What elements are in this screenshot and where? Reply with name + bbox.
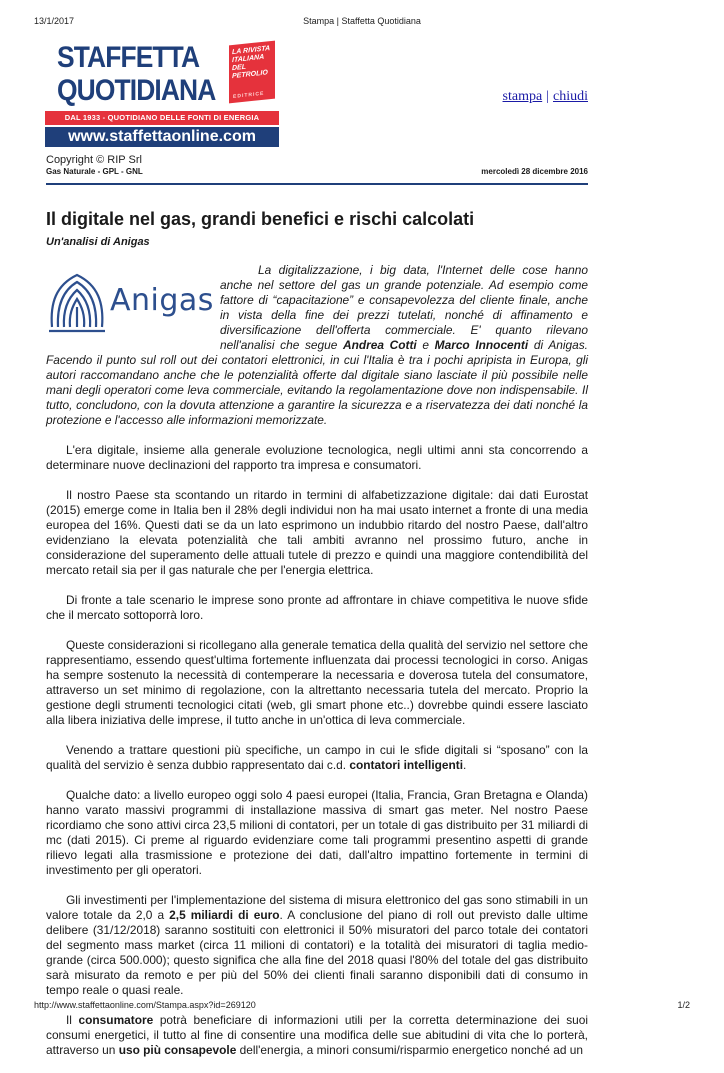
paragraph: Il consumatore potrà beneficiare di informazioni utili per la corretta determinazione dei suoi consumi energetici, il tutto al fine di consentire una modifica delle sue abitudini di vita che lo porterà, attraverso un uso più consapevole dell'energia, a minori consumi/risparmio energetico nonché ad un [46,1013,589,1057]
article-body [46,263,588,1073]
page-number: 1/2 [677,1000,690,1010]
paragraph: Gli investimenti per l'implementazione del sistema di misura elettronico del gas sono stimabili in un valore totale da 2,0 a 2,5 miliardi di euro. A conclusione del piano di roll out previsto dalle ultime delibere (31/12/2018) saranno sostituiti con elettronici il 50% misuratori del parco totale dei contatori del segmento mass market (circa 11 milioni di contatori) e la totalità dei misuratori di taglia medio-grande (circa 500.000); questo significa che alla fine del 2018 quasi l'80% del totale del gas distribuito sarà misurato da remoto e per più del 50% dei clienti finali saranno disponibili dati di consumo in tempo reale o quasi reale. [46,893,588,997]
paragraph: Queste considerazioni si ricollegano alla generale tematica della qualità del servizio nel settore che rappresentiamo, essendo quest'ultima fortemente influenzata dai processi tecnologici in corso. Anigas ha sempre sostenuto la necessità di contemperare la necessaria e doverosa tutela del consumatore, attraverso un set minimo di regolazione, con la altrettanto necessaria tutela del mercato. Proprio la gestione degli strumenti tecnologici citati (web, gli smart phone etc..) dovrebbe quindi essere lasciato alla libera iniziativa delle imprese, il tutto anche in un'ottica di leva commerciale. [46,638,588,727]
article-subtitle: Un'analisi di Anigas [46,236,150,248]
paragraph: Di fronte a tale scenario le imprese sono pronte ad affrontare in chiave competitiva le nuove sfide che il mercato sottoporrà loro. [46,593,588,622]
close-link[interactable]: chiudi [553,89,588,104]
paragraph: Qualche dato: a livello europeo oggi solo 4 paesi europei (Italia, Francia, Gran Bretagna e Olanda) hanno varato massivi programmi di installazione massiva di smart gas meter. Nel nostro Paese ricordiamo che sono attivi circa 23,5 milioni di contatori, per un totale di gas distribuito per 31 miliardi di mc (dati 2015). Ci preme al riguardo evidenziare come tali programmi presentino aspetti di grande rilievo legati alla trasmissione e protezione dei dati, dall'altro impattino fortemente in termini di investimento per gli operatori. [46,788,588,877]
print-links [503,89,588,105]
print-page-title: Stampa | Staffetta Quotidiana [303,16,421,26]
anigas-emblem-icon [46,269,108,339]
article-title: Il digitale nel gas, grandi benefici e rischi calcolati [46,209,475,229]
anigas-logo [46,269,214,343]
print-header [34,16,690,28]
article-date: mercoledì 28 dicembre 2016 [481,167,588,176]
page-url: http://www.staffettaonline.com/Stampa.aspx?id=269120 [34,1000,256,1010]
staffetta-logo [45,41,279,147]
logo-wordmark: STAFFETTA QUOTIDIANA [57,41,216,107]
category: Gas Naturale - GPL - GNL [46,167,143,176]
paragraph: Il nostro Paese sta scontando un ritardo in termini di alfabetizzazione digitale: dai dati Eurostat (2015) emerge come in Italia ben il 28% degli individui non ha mai usato internet a fronte di una media europea del 16%. Questi dati se da un lato esprimono un indubbio ritardo del nostro Paese, dall'altro evidenziano la elevata potenzialità che tali ambiti avranno nel prossimo futuro, anche in considerazione del superamento delle attuali tutele di prezzo e quindi una maggiore contendibilità del mercato retail sia per il gas naturale che per l'energia elettrica. [46,488,588,577]
logo-tagline: DAL 1933 - QUOTIDIANO DELLE FONTI DI ENERGIA [45,111,279,125]
article-lead: La digitalizzazione, i big data, l'Internet delle cose hanno anche nel settore del gas un grande potenziale. Ad esempio come fattore di “capacitazione” e consapevolezza del cliente finale, anche in vista della fine dei prezzi tutelati, nonché di affinamento e diversificazione dell'offerta commerciale. E' quanto rilevano nell'analisi che segue Andrea Cotti e Marco Innocenti di Anigas. Facendo il punto sul roll out dei contatori elettronici, in cui l'Italia è tra i pochi apripista in Europa, gli autori raccomandano anche che le potenzialità offerte dal digitale siano lasciate il più possibile nelle mani degli operatori come leva commerciale, evitando la regolamentazione dove non indispensabile. Il tutto, concludono, con la dovuta attenzione a garantire la sicurezza e a riservatezza dei dati nonché la protezione e l'accesso alle informazioni memorizzate. [46,263,588,427]
print-footer [34,1000,690,1012]
print-link[interactable]: stampa [502,89,543,104]
article-meta [46,154,588,179]
paragraph: L'era digitale, insieme alla generale evoluzione tecnologica, negli ultimi anni sta concorrendo a determinare nuove declinazioni del rapporto tra impresa e consumatori. [46,443,588,472]
link-separator: | [546,89,549,104]
print-date: 13/1/2017 [34,16,75,26]
copyright: Copyright © RIP Srl [46,154,142,166]
divider [46,183,588,185]
paragraph: Venendo a trattare questioni più specifiche, un campo in cui le sfide digitali si “sposano” con la qualità del servizio è senza dubbio rappresentato dai c.d. contatori intelligenti. [46,743,588,772]
logo-url: www.staffettaonline.com [45,127,279,147]
anigas-wordmark: Anigas [110,283,214,318]
logo-badge: LA RIVISTA ITALIANA DEL PETROLIO EDITRICE [229,41,275,104]
